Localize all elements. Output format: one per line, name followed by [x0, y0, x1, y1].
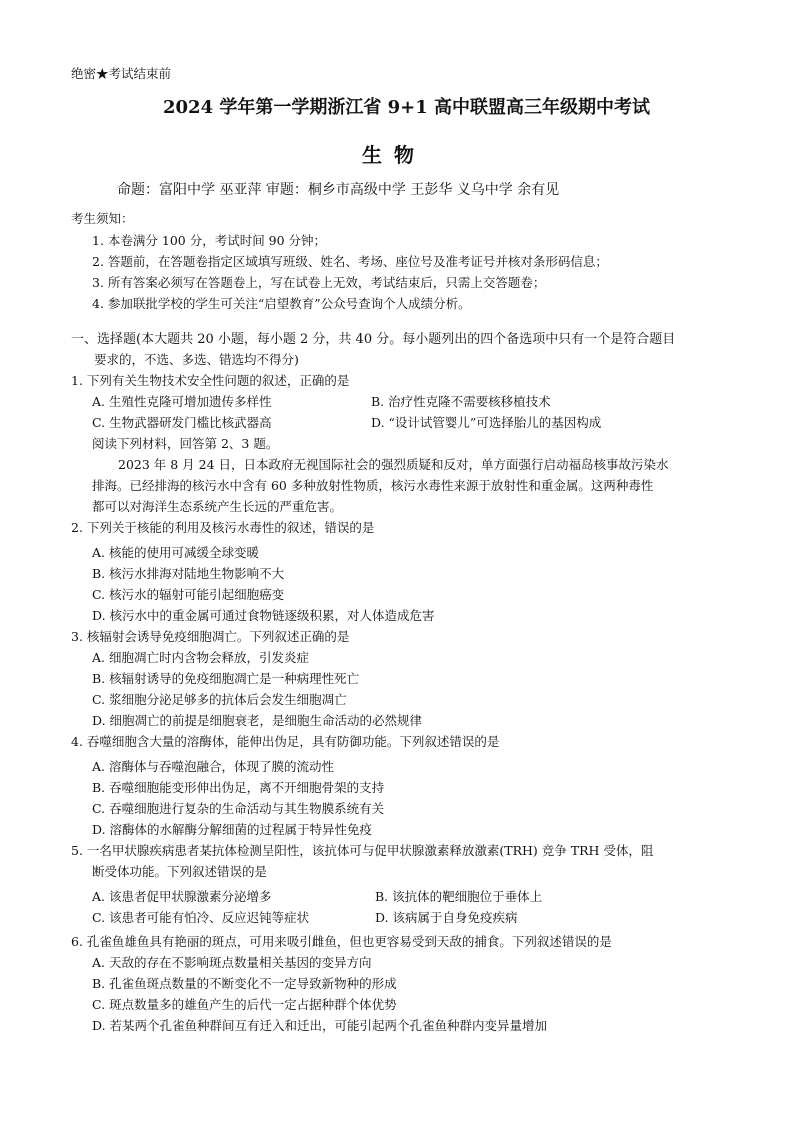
passage-intro: 阅读下列材料，回答第 2、3 题。 [92, 436, 279, 451]
author-line: 命题：富阳中学 巫亚萍 审题：桐乡市高级中学 王彭华 义乌中学 余有见 [117, 182, 560, 198]
q2-option-c: C. 核污水的辐射可能引起细胞癌变 [92, 587, 285, 602]
q3-option-d: D. 细胞凋亡的前提是细胞衰老，是细胞生命活动的必然规律 [92, 713, 423, 728]
q3-option-a: A. 细胞凋亡时内含物会释放，引发炎症 [92, 650, 309, 665]
q2-stem: 2. 下列关于核能的利用及核污水毒性的叙述，错误的是 [71, 520, 375, 535]
notice-item-2: 2. 答题前，在答题卷指定区域填写班级、姓名、考场、座位号及准考证号并核对条形码信息； [92, 254, 608, 269]
notice-item-3: 3. 所有答案必须写在答题卷上，写在试卷上无效，考试结束后，只需上交答题卷； [92, 275, 546, 290]
q2-option-b: B. 核污水排海对陆地生物影响不大 [92, 566, 285, 581]
q1-option-c: C. 生物武器研发门槛比核武器高 [92, 415, 272, 430]
q2-option-d: D. 核污水中的重金属可通过食物链逐级积累，对人体造成危害 [92, 608, 435, 623]
section-heading-line2: 要求的，不选、多选、错选均不得分) [94, 352, 299, 367]
q6-option-b: B. 孔雀鱼斑点数量的不断变化不一定导致新物种的形成 [92, 976, 397, 991]
q4-stem: 4. 吞噬细胞含大量的溶酶体，能伸出伪足，具有防御功能。下列叙述错误的是 [71, 734, 500, 749]
q5-option-b: B. 该抗体的靶细胞位于垂体上 [375, 889, 543, 904]
q1-option-b: B. 治疗性克隆不需要核移植技术 [371, 394, 551, 409]
notice-item-4: 4. 参加联批学校的学生可关注“启望教育”公众号查询个人成绩分析。 [92, 296, 471, 311]
q5-stem-line2: 断受体功能。下列叙述错误的是 [92, 864, 268, 879]
q4-option-b: B. 吞噬细胞能变形伸出伪足，离不开细胞骨架的支持 [92, 780, 385, 795]
section-heading-line1: 一、选择题(本大题共 20 小题，每小题 2 分，共 40 分。每小题列出的四个备选项中只有一个是符合题目 [71, 332, 676, 347]
q6-stem: 6. 孔雀鱼雄鱼具有艳丽的斑点，可用来吸引雌鱼，但也更容易受到天敌的捕食。下列叙述错误的是 [71, 934, 612, 949]
notice-heading: 考生须知： [71, 211, 134, 226]
passage-line3: 都可以对海洋生态系统产生长远的严重危害。 [92, 499, 343, 514]
q4-option-c: C. 吞噬细胞进行复杂的生命活动与其生物膜系统有关 [92, 801, 385, 816]
q6-option-c: C. 斑点数量多的雄鱼产生的后代一定占据种群个体优势 [92, 997, 397, 1012]
subject-title: 生物 [362, 143, 426, 167]
q4-option-d: D. 溶酶体的水解酶分解细菌的过程属于特异性免疫 [92, 822, 373, 837]
q1-option-a: A. 生殖性克隆可增加遗传多样性 [92, 394, 272, 409]
passage-line1: 2023 年 8 月 24 日，日本政府无视国际社会的强烈质疑和反对，单方面强行启动福岛核事故污染水 [118, 457, 669, 472]
q1-option-d: D. “设计试管婴儿”可选择胎儿的基因构成 [371, 415, 602, 430]
q2-option-a: A. 核能的使用可减缓全球变暖 [92, 545, 259, 560]
q3-option-c: C. 浆细胞分泌足够多的抗体后会发生细胞凋亡 [92, 692, 347, 707]
q3-option-b: B. 核辐射诱导的免疫细胞凋亡是一种病理性死亡 [92, 671, 360, 686]
q5-option-d: D. 该病属于自身免疫疾病 [375, 910, 518, 925]
q5-option-c: C. 该患者可能有怕冷、反应迟钝等症状 [92, 910, 310, 925]
passage-line2: 排海。已经排海的核污水中含有 60 多种放射性物质，核污水毒性来源于放射性和重金属。这两种毒性 [92, 478, 654, 493]
exam-title: 2024 学年第一学期浙江省 9+1 高中联盟高三年级期中考试 [163, 97, 651, 118]
q5-stem-line1: 5. 一名甲状腺疾病患者某抗体检测呈阳性，该抗体可与促甲状腺激素释放激素(TRH) 竞争 TRH 受体，阻 [71, 843, 654, 858]
q5-option-a: A. 该患者促甲状腺激素分泌增多 [92, 889, 272, 904]
q4-option-a: A. 溶酶体与吞噬泡融合，体现了膜的流动性 [92, 759, 334, 774]
confidential-label: 绝密★考试结束前 [71, 66, 172, 81]
q6-option-d: D. 若某两个孔雀鱼种群间互有迁入和迁出，可能引起两个孔雀鱼种群内变异量增加 [92, 1018, 548, 1033]
notice-item-1: 1. 本卷满分 100 分，考试时间 90 分钟； [92, 233, 327, 248]
q3-stem: 3. 核辐射会诱导免疫细胞凋亡。下列叙述正确的是 [71, 629, 350, 644]
q6-option-a: A. 天敌的存在不影响斑点数量相关基因的变异方向 [92, 955, 372, 970]
q1-stem: 1. 下列有关生物技术安全性问题的叙述，正确的是 [71, 373, 350, 388]
